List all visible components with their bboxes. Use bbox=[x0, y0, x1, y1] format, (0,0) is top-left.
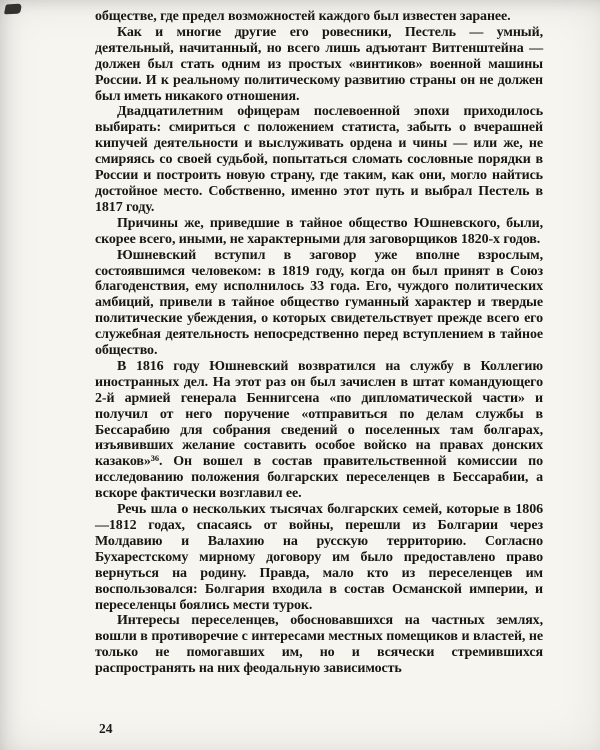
page-number: 24 bbox=[99, 721, 113, 736]
paragraph: В 1816 году Юшневский возвратился на службу в Коллегию иностранных дел. На этот раз он был зачислен в штат командующего 2-й армией генерала Беннигсена «по дипломатической части» и получил от него поручение «отправиться по делам службы в Бессарабию для собрания сведений о поселенных там болгарах, изъявивших желание составить особое войско на правах донских казаков»³⁶. Он вошел в состав правительственной комиссии по исследованию положения болгарских переселенцев в Бессарабии, а вскоре фактически возглавил ее. bbox=[95, 358, 543, 502]
paragraph: Речь шла о нескольких тысячах болгарских семей, которые в 1806—1812 годах, спасаясь от войны, перешли из Болгарии через Молдавию и Валахию на русскую территорию. Согласно Бухарестскому мирному договору им было предоставлено право вернуться на родину. Правда, мало кто из переселенцев им воспользовался: Болгария входила в состав Османской империи, и переселенцы боялись мести турок. bbox=[95, 502, 543, 613]
paragraph: Интересы переселенцев, обосновавшихся на частных землях, вошли в противоречие с интересами местных помещиков и властей, не только не помогавших им, но и всячески стремившихся распространять на них феодальную зависимость bbox=[95, 613, 543, 677]
paragraph: Двадцатилетним офицерам послевоенной эпохи приходилось выбирать: смириться с положением статиста, забыть о вчерашней кипучей деятельности и выслуживать ордена и чины — или же, не смиряясь со своей судьбой, попытаться сломать сословные порядки в России и построить новую страну, где таким, как они, могло найтись достойное место. Собственно, именно этот путь и выбрал Пестель в 1817 году. bbox=[95, 104, 543, 215]
paragraph: Как и многие другие его ровесники, Пестель — умный, деятельный, начитанный, но всего лишь адъютант Витгенштейна — должен был стать одним из простых «винтиков» военной машины России. И к реальному политическому развитию страны он не должен был иметь никакого отношения. bbox=[95, 24, 543, 104]
paragraph-continuation: обществе, где предел возможностей каждого был известен заранее. bbox=[95, 9, 511, 24]
paragraph: Причины же, приведшие в тайное общество Юшневского, были, скорее всего, иными, не характерными для заговорщиков 1820-х годов. bbox=[95, 215, 543, 247]
page-text-block bbox=[95, 9, 543, 677]
scan-artifact bbox=[4, 4, 22, 15]
paragraph: Юшневский вступил в заговор уже вполне взрослым, состоявшимся человеком: в 1819 году, когда он был принят в Союз благоденствия, ему исполнилось 33 года. Его, чуждого политических амбиций, привели в тайное общество гуманный характер и твердые политические убеждения, о которых свидетельствует прежде всего его служебная деятельность непосредственно перед вступлением в тайное общество. bbox=[95, 247, 543, 359]
